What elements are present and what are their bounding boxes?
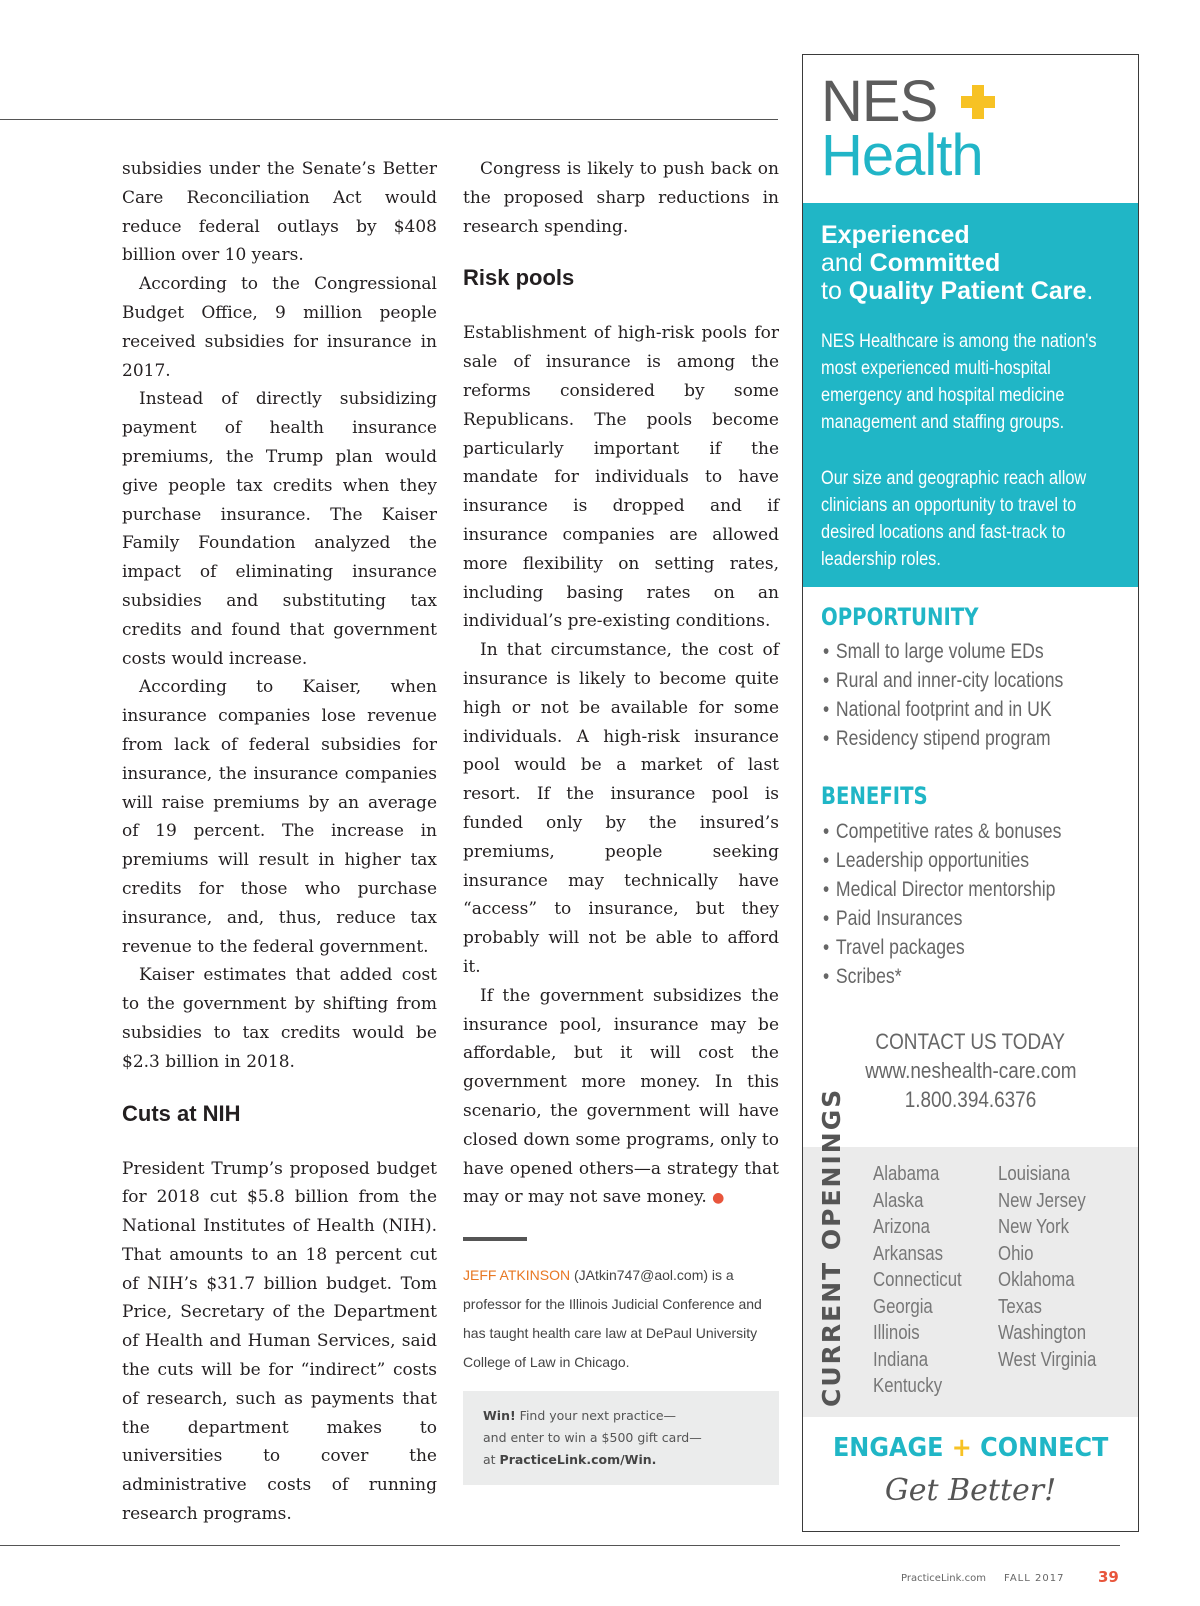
- win-promo-box: [463, 1391, 779, 1485]
- openings-title: CURRENT OPENINGS: [817, 1087, 846, 1407]
- logo-nes-text: NES: [821, 69, 938, 134]
- contact-heading: CONTACT US TODAY: [875, 1029, 1066, 1054]
- win-label: Win!: [483, 1408, 516, 1424]
- benefits-title: BENEFITS: [821, 782, 928, 810]
- footer-site: PracticeLink.com: [901, 1573, 986, 1584]
- paragraph: subsidies under the Senate’s Better Care Reconciliation Act would reduce federal outlays by $408 billion over 10 years.: [122, 159, 437, 266]
- end-mark-icon: ●: [712, 1190, 725, 1207]
- headline-word: Quality Patient Care: [848, 277, 1087, 305]
- state-item: Georgia: [873, 1295, 933, 1318]
- benefit-item: • Medical Director mentorship: [823, 875, 1125, 904]
- benefit-item: • Travel packages: [823, 933, 1125, 962]
- author-bio: (JAtkin747@aol.com) is a professor for the Illinois Judicial Conference and has taught health care law at DePaul University College of Law in Chicago.: [463, 1267, 762, 1371]
- state-item: Washington: [998, 1322, 1087, 1344]
- paragraph: Establishment of high-risk pools for sale of insurance is among the reforms considered by some Republicans. The pools become particularly important if the mandate for individuals to have insurance is dropped and if insurance companies are allowed more flexibility on setting rates, including basing rates on an individual’s pre-existing conditions.: [463, 323, 779, 632]
- nes-health-logo: [821, 69, 983, 188]
- tagline: Get Better!: [884, 1473, 1057, 1508]
- article-column-2: [463, 155, 779, 1485]
- section-heading: Risk pools: [463, 265, 575, 291]
- state-item: Alabama: [873, 1163, 940, 1185]
- opportunity-item: • Rural and inner-city locations: [823, 666, 1125, 695]
- state-item: Arizona: [873, 1216, 930, 1238]
- state-item: Arkansas: [873, 1242, 944, 1265]
- benefit-item: • Leadership opportunities: [823, 846, 1125, 875]
- contact-block: [803, 1027, 1138, 1114]
- opportunity-title: OPPORTUNITY: [821, 603, 979, 631]
- opportunity-item: • Residency stipend program: [823, 724, 1125, 753]
- win-text: at: [483, 1452, 500, 1468]
- opportunity-item: • Small to large volume EDs: [823, 637, 1125, 666]
- headline-word: to: [821, 277, 849, 305]
- state-item: New Jersey: [998, 1189, 1086, 1212]
- connect-word: CONNECT: [980, 1433, 1109, 1463]
- page-number: 39: [1098, 1568, 1119, 1586]
- bottom-rule: [0, 1545, 1120, 1546]
- author-byline: [463, 1261, 779, 1377]
- paragraph: According to Kaiser, when insurance companies lose revenue from lack of federal subsidies for insurance, the insurance companies will raise premiums by an average of 19 percent. The increase in premiums will result in higher tax credits for those who purchase insurance, and, thus, reduce tax revenue to the federal government.: [122, 677, 437, 957]
- headline-word: Experienced: [821, 221, 970, 249]
- opportunity-item: • National footprint and in UK: [823, 695, 1125, 724]
- paragraph: In that circumstance, the cost of insurance is likely to become quite high or not be available for some individuals. A high-risk insurance pool would be a market of last resort. If the insurance pool is funded only by the insured’s premiums, people seeking insurance may technically have “access” to insurance, but they probably will not be able to afford it.: [463, 640, 779, 977]
- byline-rule: [463, 1237, 527, 1241]
- paragraph-last: [463, 982, 779, 1213]
- state-item: Oklahoma: [998, 1269, 1075, 1291]
- state-item: Texas: [998, 1295, 1042, 1318]
- ad-intro-panel: [803, 203, 1138, 587]
- state-item: Louisiana: [998, 1163, 1070, 1185]
- nes-health-ad: [802, 54, 1139, 1532]
- engage-word: ENGAGE: [832, 1433, 944, 1463]
- headline-word: and: [821, 249, 870, 277]
- paragraph-text: If the government subsidizes the insurance pool, insurance may be affordable, but it will cost the government more money. In this scenario, the government will have closed down some programs, only to have opened others—a strategy that may or may not save money.: [463, 985, 779, 1208]
- plus-icon: +: [951, 1433, 972, 1463]
- states-list-2: [998, 1161, 1096, 1373]
- logo-plus-icon: [961, 85, 995, 119]
- contact-phone[interactable]: 1.800.394.6376: [904, 1087, 1037, 1112]
- headline-word: .: [1086, 277, 1094, 305]
- benefit-item: • Paid Insurances: [823, 904, 1125, 933]
- article-column-1: [122, 155, 437, 1529]
- state-item: West Virginia: [998, 1348, 1097, 1371]
- headline-word: Committed: [869, 249, 1001, 277]
- state-item: New York: [998, 1216, 1069, 1238]
- section-heading: Cuts at NIH: [122, 1100, 241, 1126]
- state-item: Connecticut: [873, 1269, 962, 1291]
- opportunity-list: [823, 637, 1125, 753]
- state-item: Kentucky: [873, 1375, 943, 1397]
- benefits-list: [823, 817, 1125, 991]
- contact-website[interactable]: www.neshealth-care.com: [864, 1058, 1077, 1083]
- ad-headline: [821, 221, 1093, 305]
- state-item: Alaska: [873, 1189, 924, 1212]
- ad-body-text: Our size and geographic reach allow clinicians an opportunity to travel to desired locations and fast-track to leadership roles.: [821, 468, 1087, 570]
- paragraph: President Trump’s proposed budget for 2018 cut $5.8 billion from the National Institutes of Health (NIH). That amounts to an 18 percent cut of NIH’s $31.7 billion budget. Tom Price, Secretary of the Department of Health and Human Services, said the cuts will be for “indirect” costs of research, such as payments that the department makes to universities to cover the administrative costs of running research programs.: [122, 1158, 437, 1525]
- footer-issue: FALL 2017: [1004, 1573, 1065, 1584]
- benefit-item: • Scribes*: [823, 962, 1125, 991]
- state-item: Indiana: [873, 1348, 929, 1371]
- paragraph: According to the Congressional Budget Office, 9 million people received subsidies for insurance in 2017.: [122, 274, 437, 381]
- paragraph: Instead of directly subsidizing payment of health insurance premiums, the Trump plan would give people tax credits when they purchase insurance. The Kaiser Family Foundation analyzed the impact of eliminating insurance subsidies and substituting tax credits and found that government costs would increase.: [122, 389, 437, 669]
- engage-connect-slogan: [803, 1433, 1138, 1463]
- author-name: JEFF ATKINSON: [463, 1267, 571, 1284]
- paragraph: Kaiser estimates that added cost to the government by shifting from subsidies to tax credits would be $2.3 billion in 2018.: [122, 965, 437, 1072]
- paragraph: Congress is likely to push back on the proposed sharp reductions in research spending.: [463, 159, 779, 237]
- ad-body-text: NES Healthcare is among the nation's most experienced multi-hospital emergency and hospital medicine management and staffing groups.: [821, 331, 1097, 433]
- state-item: Illinois: [873, 1322, 920, 1344]
- win-link[interactable]: PracticeLink.com/Win.: [499, 1452, 657, 1468]
- win-text: and enter to win a $500 gift card—: [483, 1430, 702, 1446]
- state-item: Ohio: [998, 1242, 1034, 1265]
- logo-health-text: Health: [821, 123, 983, 188]
- benefit-item: • Competitive rates & bonuses: [823, 817, 1125, 846]
- win-text: Find your next practice—: [515, 1408, 677, 1424]
- top-rule: [0, 119, 778, 120]
- states-list-1: [873, 1161, 962, 1400]
